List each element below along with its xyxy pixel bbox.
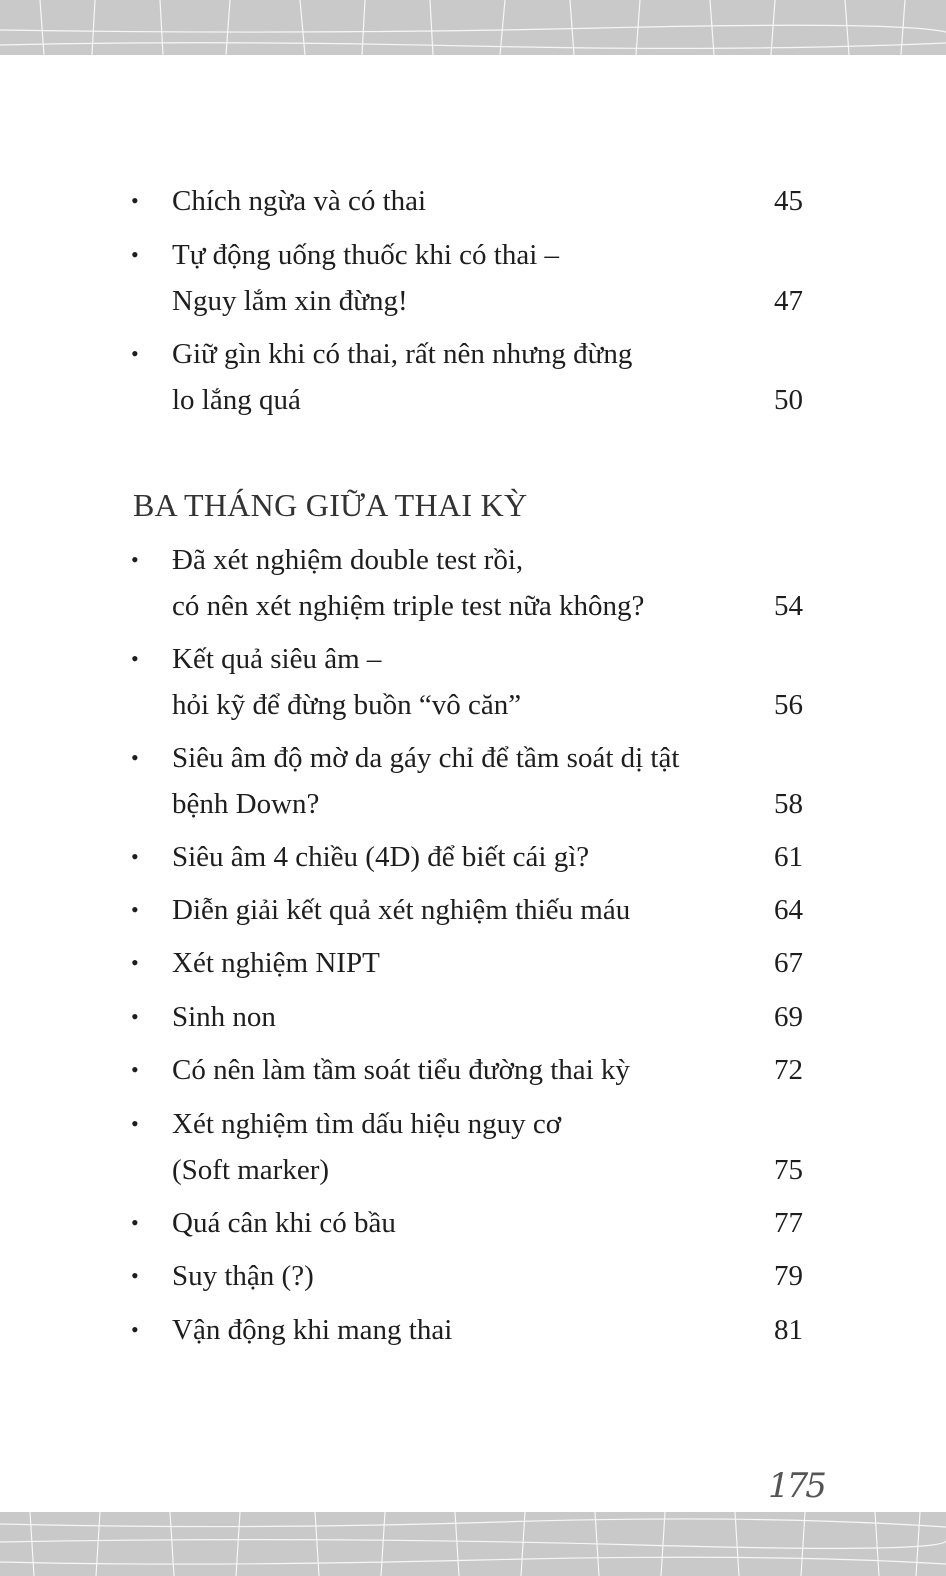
bullet: • — [131, 188, 139, 213]
toc-entry-title: Xét nghiệm NIPT — [172, 947, 380, 979]
folio-page-number: 175 — [768, 1466, 824, 1506]
toc-entry[interactable] — [0, 232, 946, 324]
band-pattern-top — [0, 0, 946, 55]
toc-entry-page: 45 — [774, 185, 803, 217]
toc-entry-title: Suy thận (?) — [172, 1260, 314, 1292]
top-decorative-band — [0, 0, 946, 55]
toc-entry[interactable] — [0, 1253, 946, 1299]
toc-entry[interactable] — [0, 331, 946, 423]
toc-entry-page: 81 — [774, 1314, 803, 1346]
toc-entry[interactable] — [0, 537, 946, 629]
toc-entry[interactable] — [0, 1307, 946, 1353]
bullet: • — [131, 897, 139, 922]
toc-entry[interactable] — [0, 994, 946, 1040]
toc-entry-page: 58 — [774, 788, 803, 820]
toc-entry[interactable] — [0, 735, 946, 827]
toc-entry-page: 61 — [774, 841, 803, 873]
toc-entry-title: Xét nghiệm tìm dấu hiệu nguy cơ (Soft marker) — [172, 1108, 562, 1186]
bullet: • — [131, 646, 139, 671]
toc-entry-page: 79 — [774, 1260, 803, 1292]
bullet: • — [131, 1111, 139, 1136]
bullet: • — [131, 1004, 139, 1029]
section-heading: BA THÁNG GIỮA THAI KỲ — [133, 487, 528, 523]
bullet: • — [131, 1317, 139, 1342]
toc-entry-title: Vận động khi mang thai — [172, 1314, 453, 1346]
bullet: • — [131, 745, 139, 770]
toc-entry-page: 75 — [774, 1154, 803, 1186]
toc-entry[interactable] — [0, 834, 946, 880]
toc-entry[interactable] — [0, 1200, 946, 1246]
toc-entry-title: Diễn giải kết quả xét nghiệm thiếu máu — [172, 894, 631, 926]
toc-entry-page: 47 — [774, 285, 803, 317]
toc-entry[interactable] — [0, 636, 946, 728]
band-pattern-bottom — [0, 1512, 946, 1576]
toc-entry[interactable] — [0, 1101, 946, 1193]
toc-entry[interactable] — [0, 1047, 946, 1093]
bullet: • — [131, 1263, 139, 1288]
bullet: • — [131, 950, 139, 975]
toc-entry-page: 77 — [774, 1207, 803, 1239]
toc-entry-page: 69 — [774, 1001, 803, 1033]
toc-entry-page: 50 — [774, 384, 803, 416]
toc-entry-title: Quá cân khi có bầu — [172, 1207, 396, 1239]
toc-entry-title: Có nên làm tầm soát tiểu đường thai kỳ — [172, 1054, 630, 1086]
bullet: • — [131, 547, 139, 572]
toc-entry-title: Chích ngừa và có thai — [172, 185, 427, 217]
toc-entry-page: 56 — [774, 689, 803, 721]
toc-entry-title: Kết quả siêu âm – hỏi kỹ để đừng buồn “vô căn” — [172, 643, 522, 721]
toc-entry[interactable] — [0, 940, 946, 986]
toc-entry-title: Tự động uống thuốc khi có thai – Nguy lắm xin đừng! — [172, 239, 560, 317]
toc-entry-title: Siêu âm 4 chiều (4D) để biết cái gì? — [172, 841, 590, 873]
bullet: • — [131, 1057, 139, 1082]
bullet: • — [131, 1210, 139, 1235]
bullet: • — [131, 844, 139, 869]
bullet: • — [131, 242, 139, 267]
toc-entry-title: Giữ gìn khi có thai, rất nên nhưng đừng lo lắng quá — [172, 338, 633, 416]
bullet: • — [131, 341, 139, 366]
toc-entry[interactable] — [0, 178, 946, 224]
bottom-decorative-band — [0, 1512, 946, 1576]
toc-entry-title: Đã xét nghiệm double test rồi, có nên xét nghiệm triple test nữa không? — [172, 544, 645, 622]
toc-entry-title: Sinh non — [172, 1001, 276, 1033]
toc-entry-page: 64 — [774, 894, 803, 926]
toc-entry-page: 67 — [774, 947, 803, 979]
toc-entry-page: 54 — [774, 590, 803, 622]
toc-entry-page: 72 — [774, 1054, 803, 1086]
toc-entry[interactable] — [0, 887, 946, 933]
toc-entry-title: Siêu âm độ mờ da gáy chỉ để tầm soát dị tật bệnh Down? — [172, 742, 680, 820]
